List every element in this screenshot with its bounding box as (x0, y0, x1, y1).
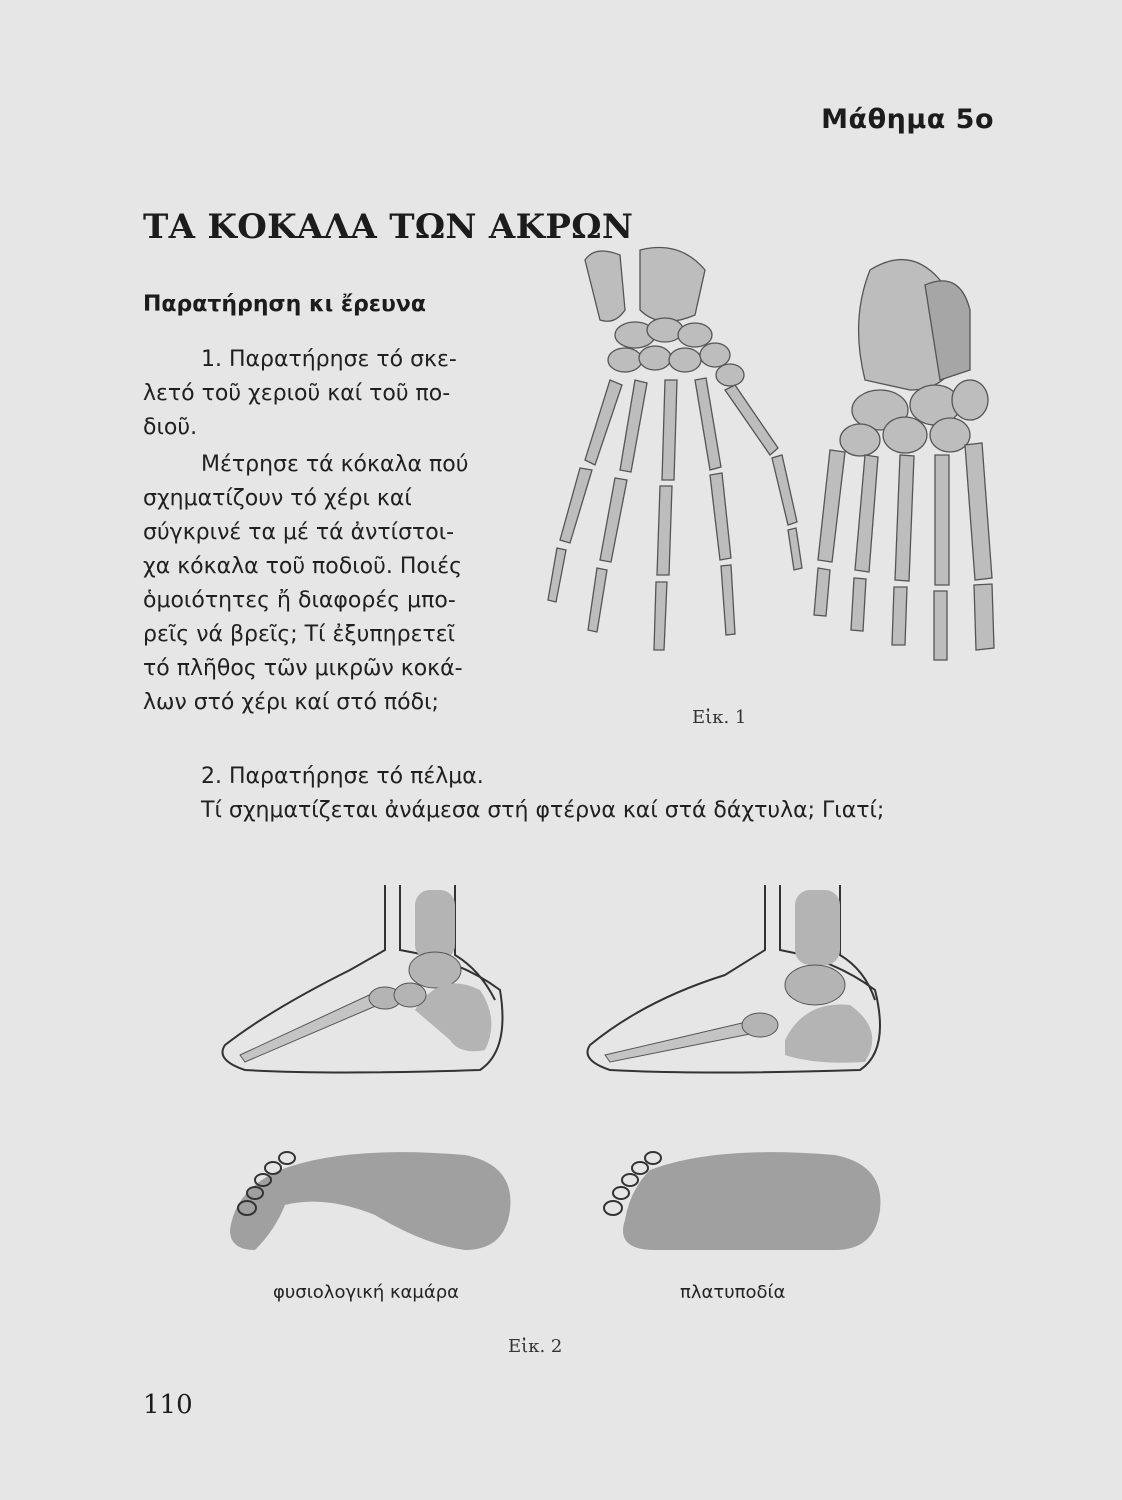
figure-1-illustration (530, 240, 1000, 700)
paragraph-2 (143, 448, 495, 720)
foot-side-flat-icon (575, 880, 895, 1080)
text-line: 1. Παρατήρησε τό σκε- (201, 347, 457, 372)
text-line: Τί σχηματίζεται ἀνάμεσα στή φτέρνα καί στά δάχτυλα; Γιατί; (201, 798, 885, 823)
page-number: 110 (143, 1390, 193, 1420)
text-line: χα κόκαλα τοῦ ποδιοῦ. Ποιές (143, 554, 463, 579)
label-normal-arch: φυσιολογική καμάρα (273, 1282, 460, 1303)
text-line: ὁμοιότητες ἤ διαφορές μπο- (143, 588, 456, 613)
page-title: ΤΑ ΚΟΚΑΛΑ ΤΩΝ ΑΚΡΩΝ (143, 207, 634, 247)
text-line: τό πλῆθος τῶν μικρῶν κοκά- (143, 656, 463, 681)
text-line: 2. Παρατήρησε τό πέλμα. (201, 764, 484, 789)
text-line: λων στό χέρι καί στό πόδι; (143, 690, 439, 715)
foot-skeleton-icon (814, 260, 994, 660)
foot-side-normal-icon (210, 880, 510, 1080)
figure-1-caption: Εἰκ. 1 (692, 707, 747, 728)
text-line: διοῦ. (143, 415, 198, 440)
section-subtitle: Παρατήρηση κι ἔρευνα (143, 292, 427, 317)
paragraph-3 (143, 760, 1003, 828)
label-flat-foot: πλατυποδία (680, 1282, 786, 1303)
footprint-flat-icon (595, 1150, 885, 1260)
lesson-heading: Μάθημα 5ο (821, 104, 994, 135)
paragraph-1 (143, 343, 495, 445)
text-line: ρεῖς νά βρεῖς; Τί ἐξυπηρετεῖ (143, 622, 456, 647)
text-line: Μέτρησε τά κόκαλα πού (201, 452, 469, 477)
text-line: λετό τοῦ χεριοῦ καί τοῦ πο- (143, 381, 451, 406)
figure-2-caption: Εἰκ. 2 (508, 1336, 563, 1357)
footprint-normal-icon (225, 1150, 515, 1260)
text-line: σχηματίζουν τό χέρι καί (143, 486, 412, 511)
text-line: σύγκρινέ τα μέ τά ἀντίστοι- (143, 520, 455, 545)
hand-skeleton-icon (548, 248, 802, 651)
